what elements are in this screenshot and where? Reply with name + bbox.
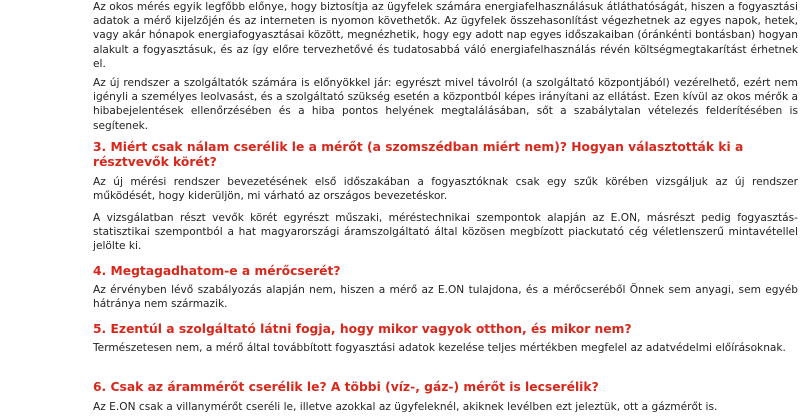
paragraph-answer-6: Az E.ON csak a villanymérőt cseréli le, illetve azokkal az ügyfeleknél, akiknek levélben ezt jeleztük, ott a gázmérőt is. — [93, 401, 718, 413]
heading-question-4: 4. Megtagadhatom-e a mérőcserét? — [93, 264, 341, 278]
paragraph-answer-3b: A vizsgálatban részt vevők körét egyrészt műszaki, méréstechnikai szempontok alapján az E.ON, másrészt pedig fogyasztás-statisztikai szempontból a hat magyarországi áramszolgáltató által közösen megbízott piackutató cég véletlenszerű mintavétellel jelölte ki. — [93, 212, 798, 253]
heading-question-3: 3. Miért csak nálam cserélik le a mérőt (a szomszédban miért nem)? Hogyan választották ki a résztvevők körét? — [93, 140, 744, 169]
heading-question-6: 6. Csak az árammérőt cserélik le? A többi (víz-, gáz-) mérőt is lecserélik? — [93, 380, 599, 394]
paragraph-answer-4: Az érvényben lévő szabályozás alapján nem, hiszen a mérő az E.ON tulajdona, és a mérőcseréből Önnek sem anyagi, sem egyéb hátránya nem származik. — [93, 284, 798, 311]
paragraph-benefits-providers: Az új rendszer a szolgáltatók számára is előnyökkel jár: egyrészt mivel távolról (a szolgáltató központjából) vezérelhető, ezért nem igényli a személyes leolvasást, és a szolgáltató szükség esetén a központból képes irányítani az ellátást. Ezen kívül az okos mérők a hibabejelentések ellenőrzésében és a hiba pontos helyének megtalálásában, sőt a szabálytalan vételezés felderítésében is segítenek. — [93, 77, 798, 132]
paragraph-answer-5: Természetesen nem, a mérő által továbbított fogyasztási adatok kezelése teljes mértékben megfelel az adatvédelmi előírásoknak. — [93, 342, 786, 354]
paragraph-answer-3a: Az új mérési rendszer bevezetésének első időszakában a fogyasztóknak csak egy szűk körében vizsgáljuk az új rendszer működését, hogy kiderüljön, mi várható az országos bevezetéskor. — [93, 176, 798, 203]
heading-question-5: 5. Ezentúl a szolgáltató látni fogja, hogy mikor vagyok otthon, és mikor nem? — [93, 322, 632, 336]
paragraph-benefits-customers: Az okos mérés egyik legfőbb előnye, hogy biztosítja az ügyfelek számára energiafelhasználásuk átláthatóságát, hiszen a fogyasztási adatok a mérő kijelzőjén és az interneten is nyomon követhetők. Az ügyfelek összehasonlítást végezhetnek az egyes napok, hetek, vagy akár hónapok energiafogyasztásai között, megnézhetik, hogy egy adott nap egyes időszakaiban (óránkénti bontásban) hogyan alakult a fogyasztásuk, és az így előre tervezhetővé és tudatosabbá váló energiafelhasználás révén költségmegtakarítást érhetnek el. — [93, 1, 798, 70]
